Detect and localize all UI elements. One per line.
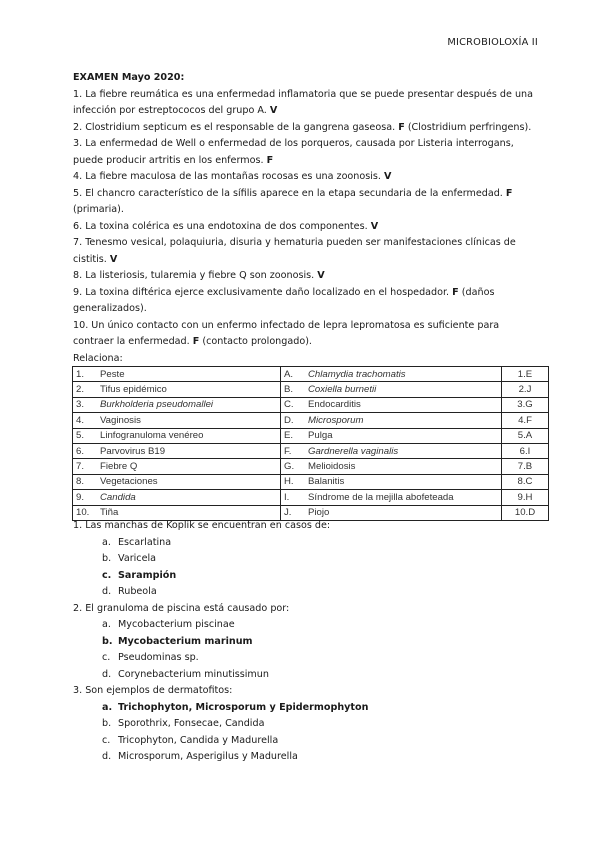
right-term: Endocarditis (308, 399, 361, 411)
right-term: Pulga (308, 430, 333, 442)
option-text: Rubeola (118, 586, 157, 597)
option-letter: b. (102, 635, 113, 647)
right-term: Balanitis (308, 476, 345, 488)
statement-answer: V (109, 253, 118, 265)
row-number: 3. (76, 399, 85, 411)
right-cell (281, 443, 502, 458)
left-cell (73, 367, 281, 382)
statement-text: 3. La enfermedad de Well o enfermedad de los porqueros, causada por Listeria interrogans, puede producir artritis en los enfermos. (73, 138, 514, 166)
statement-text: 9. La toxina diftérica ejerce exclusivamente daño localizado en el hospedador. (73, 286, 450, 298)
option-text: Trichophyton, Microsporum y Epidermophyton (118, 701, 369, 713)
left-cell (73, 382, 281, 397)
table-row (73, 397, 549, 412)
option (102, 584, 533, 601)
right-cell (281, 490, 502, 505)
matching-table (72, 366, 549, 521)
statement-answer: V (370, 220, 379, 232)
answer-cell: 9.H (502, 490, 549, 505)
row-letter: A. (284, 368, 294, 380)
statement-note: (contacto prolongado). (202, 336, 312, 347)
answer-cell: 3.G (502, 397, 549, 412)
statement-answer: F (452, 286, 459, 298)
option (102, 617, 533, 634)
left-term: Linfogranuloma venéreo (100, 430, 204, 442)
option (102, 667, 533, 684)
answer-cell: 7.B (502, 459, 549, 474)
table-row (73, 428, 549, 443)
left-cell (73, 397, 281, 412)
table-row (73, 367, 549, 382)
option-letter: b. (102, 718, 112, 729)
row-letter: I. (284, 491, 290, 503)
statement-answer: F (398, 121, 405, 133)
answer-cell: 6.I (502, 443, 549, 458)
statement (73, 235, 533, 268)
option-letter: a. (102, 619, 111, 630)
answer-cell: 8.C (502, 474, 549, 489)
table-row (73, 382, 549, 397)
row-number: 5. (76, 430, 85, 442)
table-row (73, 413, 549, 428)
row-letter: G. (284, 461, 295, 473)
option (102, 700, 533, 717)
true-false-statements (73, 87, 533, 351)
right-term: Melioidosis (308, 461, 356, 473)
option (102, 551, 533, 568)
right-term: Piojo (308, 507, 330, 519)
left-term: Tifus epidémico (100, 384, 167, 396)
row-letter: J. (284, 507, 292, 519)
right-cell (281, 413, 502, 428)
table-row (73, 474, 549, 489)
question-text: 1. Las manchas de Koplik se encuentran en casos de: (73, 520, 331, 531)
option-text: Microsporum, Asperigilus y Madurella (118, 751, 298, 762)
option-letter: a. (102, 701, 113, 713)
option-letter: d. (102, 751, 112, 762)
left-cell (73, 474, 281, 489)
option-text: Corynebacterium minutissimun (118, 668, 269, 680)
row-number: 1. (76, 368, 85, 380)
left-cell (73, 443, 281, 458)
right-term: Síndrome de la mejilla abofeteada (308, 491, 454, 503)
statement (73, 87, 533, 120)
option (102, 650, 533, 667)
option (102, 716, 533, 733)
row-letter: H. (284, 476, 294, 488)
question-text: 2. El granuloma de piscina está causado por: (73, 602, 290, 614)
right-term: Microsporum (308, 414, 364, 426)
option-text: Pseudominas sp. (118, 652, 199, 663)
left-cell (73, 428, 281, 443)
option-text: Varicela (118, 553, 157, 564)
row-letter: D. (284, 414, 294, 426)
row-number: 6. (76, 445, 85, 457)
table-row (73, 443, 549, 458)
statement-text: 4. La fiebre maculosa de las montañas rocosas es una zoonosis. (73, 171, 381, 182)
right-cell (281, 459, 502, 474)
exam-body (73, 70, 533, 367)
option-text: Mycobacterium marinum (118, 635, 253, 647)
left-term: Candida (100, 491, 136, 503)
statement-note: (primaria). (73, 204, 124, 215)
option-text: Mycobacterium piscinae (118, 619, 235, 630)
statement-note: (daños generalizados). (73, 286, 495, 314)
option (102, 733, 533, 750)
statement (73, 318, 533, 351)
option (102, 535, 533, 552)
statement (73, 136, 533, 169)
row-letter: F. (284, 445, 292, 457)
statement-text: 8. La listeriosis, tularemia y fiebre Q son zoonosis. (73, 270, 315, 281)
right-term: Coxiella burnetii (308, 384, 377, 396)
row-letter: C. (284, 399, 294, 411)
multiple-choice-questions (73, 518, 533, 766)
options-list (73, 700, 533, 766)
table-row (73, 459, 549, 474)
row-letter: B. (284, 384, 294, 396)
statement-answer: V (384, 171, 392, 182)
statement-text: 5. El chancro característico de la sífilis aparece en la etapa secundaria de la enfermedad. (73, 187, 503, 199)
statement (73, 120, 533, 137)
page-header: MICROBIOLOXÍA II (447, 37, 538, 48)
row-letter: E. (284, 430, 294, 442)
exam-title: EXAMEN Mayo 2020: (73, 72, 185, 83)
answer-cell: 2.J (502, 382, 549, 397)
statement-note: (Clostridium perfringens). (407, 121, 532, 133)
statement-text: 10. Un único contacto con un enfermo infectado de lepra lepromatosa es suficiente para contraer la enfermedad. (73, 319, 500, 347)
statement (73, 186, 533, 219)
option (102, 634, 533, 651)
right-cell (281, 367, 502, 382)
left-cell (73, 490, 281, 505)
right-cell (281, 474, 502, 489)
statement-text: 6. La toxina colérica es una endotoxina de dos componentes. (73, 220, 368, 232)
row-number: 10. (76, 507, 90, 519)
statement-text: 2. Clostridium septicum es el responsable de la gangrena gaseosa. (73, 121, 396, 133)
option-letter: c. (102, 734, 111, 746)
answer-cell: 4.F (502, 413, 549, 428)
option-text: Sarampión (118, 569, 177, 581)
option-text: Sporothrix, Fonsecae, Candida (118, 718, 265, 729)
statement-text: 1. La fiebre reumática es una enfermedad inflamatoria que se puede presentar después de una infección por estreptococos del grupo A. (73, 88, 533, 116)
statement-answer: F (505, 187, 513, 199)
option (102, 749, 533, 766)
option-letter: c. (102, 652, 111, 663)
statement (73, 219, 533, 236)
option-letter: a. (102, 536, 111, 548)
option-letter: b. (102, 553, 112, 564)
statement-text: 7. Tenesmo vesical, polaquiuria, disuria y hematuria pueden ser manifestaciones clínicas de cistitis. (73, 237, 516, 265)
answer-cell: 10.D (502, 505, 549, 520)
right-cell (281, 382, 502, 397)
statement (73, 285, 533, 318)
option-text: Escarlatina (118, 536, 172, 548)
answer-cell: 1.E (502, 367, 549, 382)
left-term: Peste (100, 368, 125, 380)
option-letter: d. (102, 668, 112, 680)
statement-answer: F (266, 154, 274, 166)
left-cell (73, 413, 281, 428)
row-number: 2. (76, 384, 85, 396)
option-letter: d. (102, 586, 112, 597)
statement (73, 169, 533, 186)
option-text: Tricophyton, Candida y Madurella (118, 734, 279, 746)
row-number: 9. (76, 491, 85, 503)
table-row (73, 490, 549, 505)
left-term: Parvovirus B19 (100, 445, 166, 457)
option (102, 568, 533, 585)
option-letter: c. (102, 569, 112, 581)
question-text: 3. Son ejemplos de dermatofitos: (73, 685, 233, 696)
statement-answer: V (317, 270, 325, 281)
right-cell (281, 397, 502, 412)
right-cell (281, 428, 502, 443)
left-term: Fiebre Q (100, 461, 138, 473)
options-list (73, 617, 533, 683)
statement (73, 268, 533, 285)
row-number: 7. (76, 461, 85, 473)
right-term: Chlamydia trachomatis (308, 368, 406, 380)
left-term: Burkholderia pseudomallei (100, 399, 214, 411)
right-term: Gardnerella vaginalis (308, 445, 399, 457)
left-term: Vaginosis (100, 414, 141, 426)
relaciona-label: Relaciona: (73, 352, 123, 364)
options-list (73, 535, 533, 601)
row-number: 4. (76, 414, 85, 426)
left-term: Vegetaciones (100, 476, 158, 488)
answer-cell: 5.A (502, 428, 549, 443)
left-term: Tiña (100, 507, 119, 519)
left-cell (73, 459, 281, 474)
row-number: 8. (76, 476, 85, 488)
statement-answer: F (192, 336, 200, 347)
statement-answer: V (269, 105, 278, 116)
